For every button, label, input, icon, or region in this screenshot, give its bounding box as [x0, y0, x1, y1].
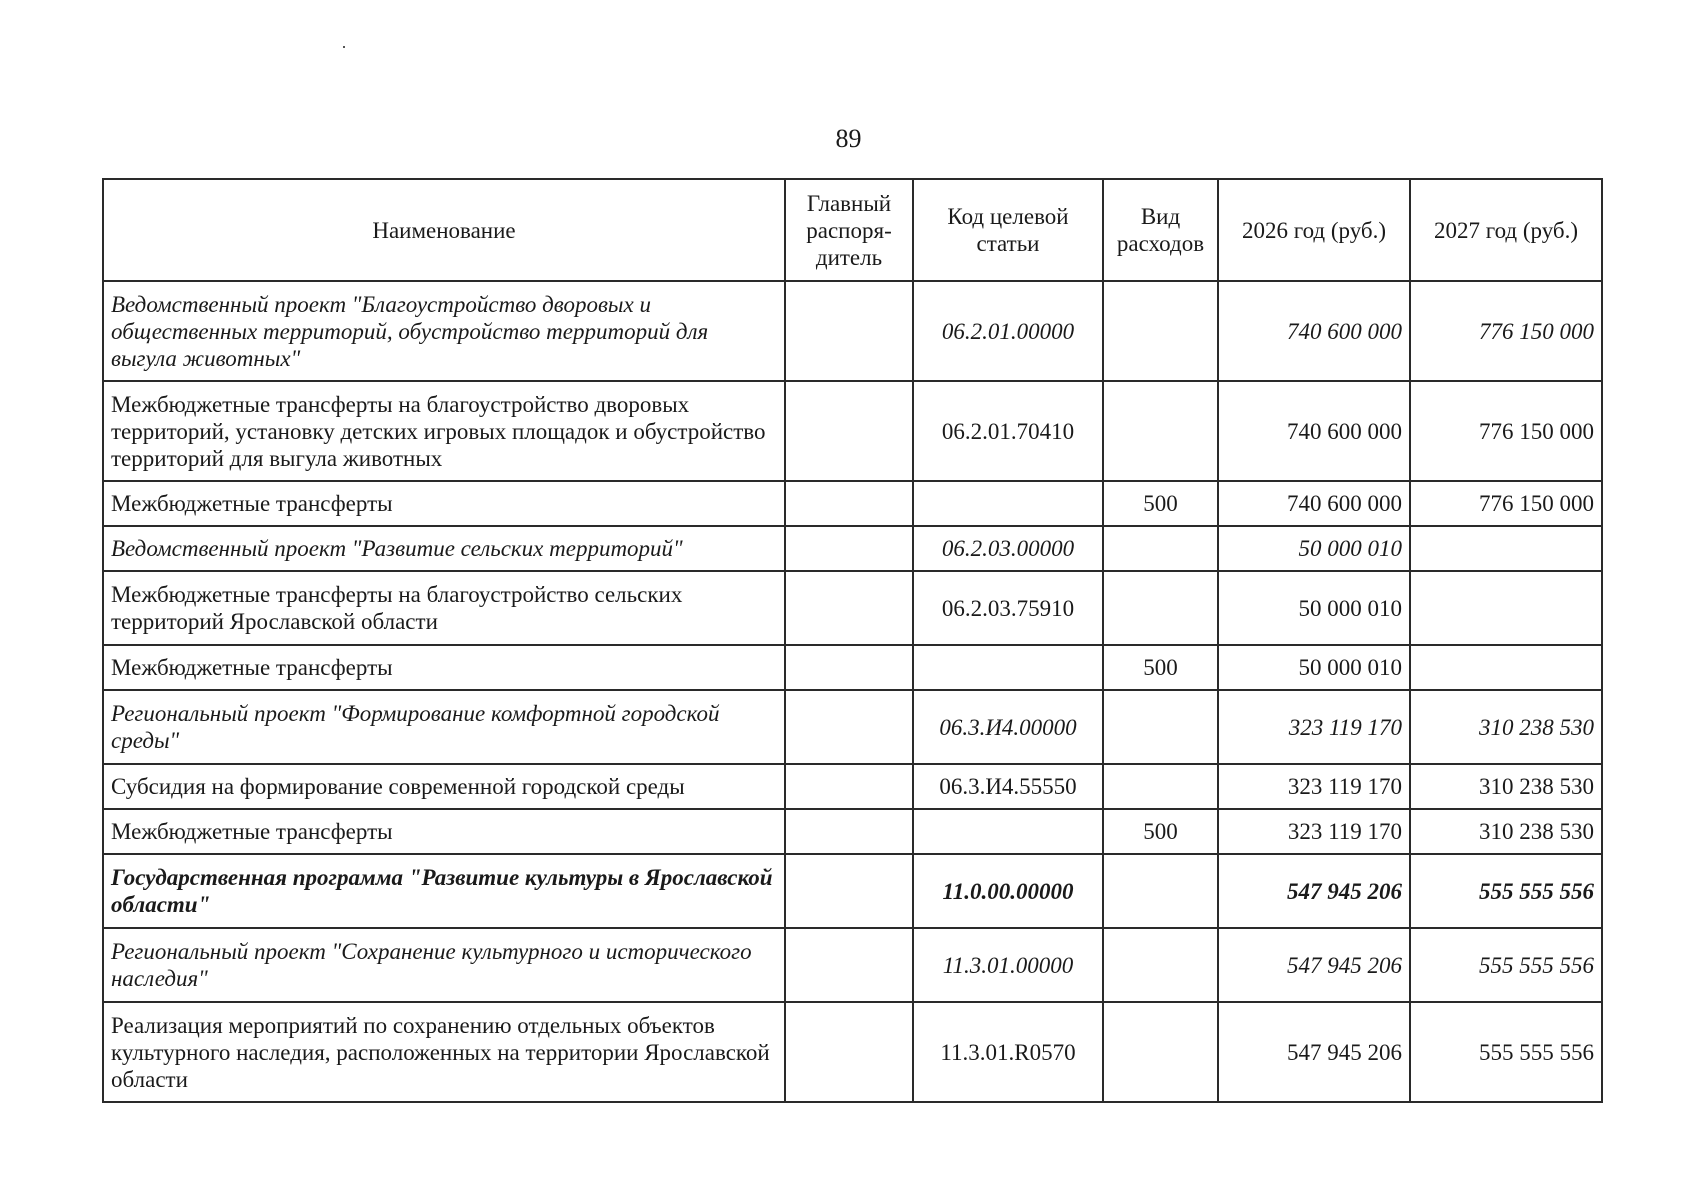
cell-code [913, 645, 1103, 690]
cell-2026: 50 000 010 [1218, 645, 1410, 690]
cell-exp [1103, 526, 1218, 571]
table-row [103, 571, 1602, 645]
cell-admin [785, 481, 913, 526]
table-row [103, 645, 1602, 690]
cell-2026: 323 119 170 [1218, 764, 1410, 809]
page-number: 89 [835, 124, 862, 153]
cell-admin [785, 928, 913, 1002]
cell-admin [785, 690, 913, 764]
cell-name: Ведомственный проект "Благоустройство дворовых и общественных территорий, обустройство территорий для выгула животных" [103, 281, 785, 381]
cell-2027: 555 555 556 [1410, 1002, 1602, 1102]
cell-2026: 547 945 206 [1218, 854, 1410, 928]
budget-table [102, 178, 1603, 1103]
cell-code: 06.2.03.75910 [913, 571, 1103, 645]
cell-code: 06.2.01.70410 [913, 381, 1103, 481]
cell-2026: 547 945 206 [1218, 928, 1410, 1002]
table-row [103, 764, 1602, 809]
header-2026: 2026 год (руб.) [1218, 179, 1410, 281]
cell-code: 06.3.И4.00000 [913, 690, 1103, 764]
cell-2027: 776 150 000 [1410, 281, 1602, 381]
cell-code: 06.3.И4.55550 [913, 764, 1103, 809]
cell-exp [1103, 571, 1218, 645]
cell-2027: 555 555 556 [1410, 854, 1602, 928]
cell-admin [785, 764, 913, 809]
header-admin: Главный распоря-дитель [785, 179, 913, 281]
cell-2026: 50 000 010 [1218, 571, 1410, 645]
cell-code: 06.2.03.00000 [913, 526, 1103, 571]
cell-2026: 50 000 010 [1218, 526, 1410, 571]
cell-name: Региональный проект "Сохранение культурного и исторического наследия" [103, 928, 785, 1002]
cell-admin [785, 854, 913, 928]
cell-admin [785, 571, 913, 645]
cell-2026: 323 119 170 [1218, 690, 1410, 764]
cell-exp [1103, 764, 1218, 809]
cell-name: Межбюджетные трансферты [103, 645, 785, 690]
cell-2027: 310 238 530 [1410, 764, 1602, 809]
cell-admin [785, 526, 913, 571]
table-row [103, 526, 1602, 571]
cell-admin [785, 809, 913, 854]
cell-admin [785, 281, 913, 381]
cell-2027 [1410, 645, 1602, 690]
cell-exp [1103, 1002, 1218, 1102]
cell-exp [1103, 690, 1218, 764]
cell-code: 06.2.01.00000 [913, 281, 1103, 381]
cell-exp: 500 [1103, 481, 1218, 526]
table-row [103, 281, 1602, 381]
cell-name: Субсидия на формирование современной городской среды [103, 764, 785, 809]
cell-name: Государственная программа "Развитие культуры в Ярославской области" [103, 854, 785, 928]
cell-exp: 500 [1103, 809, 1218, 854]
cell-2026: 740 600 000 [1218, 381, 1410, 481]
table-row [103, 381, 1602, 481]
cell-code: 11.3.01.00000 [913, 928, 1103, 1002]
table-header-row [103, 179, 1602, 281]
cell-exp [1103, 381, 1218, 481]
cell-exp [1103, 854, 1218, 928]
cell-2026: 740 600 000 [1218, 481, 1410, 526]
cell-2027: 776 150 000 [1410, 381, 1602, 481]
header-2027: 2027 год (руб.) [1410, 179, 1602, 281]
table-row [103, 1002, 1602, 1102]
cell-code [913, 481, 1103, 526]
table-row [103, 854, 1602, 928]
cell-2027 [1410, 571, 1602, 645]
table-row [103, 481, 1602, 526]
header-code: Код целевой статьи [913, 179, 1103, 281]
cell-2026: 323 119 170 [1218, 809, 1410, 854]
cell-name: Межбюджетные трансферты на благоустройство дворовых территорий, установку детских игровых площадок и обустройство территорий для выгула животных [103, 381, 785, 481]
header-name: Наименование [103, 179, 785, 281]
cell-admin [785, 1002, 913, 1102]
cell-2027: 310 238 530 [1410, 809, 1602, 854]
cell-admin [785, 381, 913, 481]
cell-code: 11.3.01.R0570 [913, 1002, 1103, 1102]
cell-admin [785, 645, 913, 690]
cell-2027: 310 238 530 [1410, 690, 1602, 764]
cell-exp [1103, 928, 1218, 1002]
cell-2027: 555 555 556 [1410, 928, 1602, 1002]
cell-name: Межбюджетные трансферты на благоустройство сельских территорий Ярославской области [103, 571, 785, 645]
cell-2026: 740 600 000 [1218, 281, 1410, 381]
cell-exp [1103, 281, 1218, 381]
cell-code: 11.0.00.00000 [913, 854, 1103, 928]
table-row [103, 928, 1602, 1002]
cell-2027: 776 150 000 [1410, 481, 1602, 526]
cell-name: Межбюджетные трансферты [103, 809, 785, 854]
table-row [103, 690, 1602, 764]
cell-name: Реализация мероприятий по сохранению отдельных объектов культурного наследия, расположенных на территории Ярославской области [103, 1002, 785, 1102]
cell-name: Ведомственный проект "Развитие сельских территорий" [103, 526, 785, 571]
table-row [103, 809, 1602, 854]
cell-name: Региональный проект "Формирование комфортной городской среды" [103, 690, 785, 764]
cell-code [913, 809, 1103, 854]
cell-name: Межбюджетные трансферты [103, 481, 785, 526]
scan-speck [343, 46, 345, 48]
cell-2026: 547 945 206 [1218, 1002, 1410, 1102]
header-exp-type: Вид расходов [1103, 179, 1218, 281]
cell-2027 [1410, 526, 1602, 571]
cell-exp: 500 [1103, 645, 1218, 690]
